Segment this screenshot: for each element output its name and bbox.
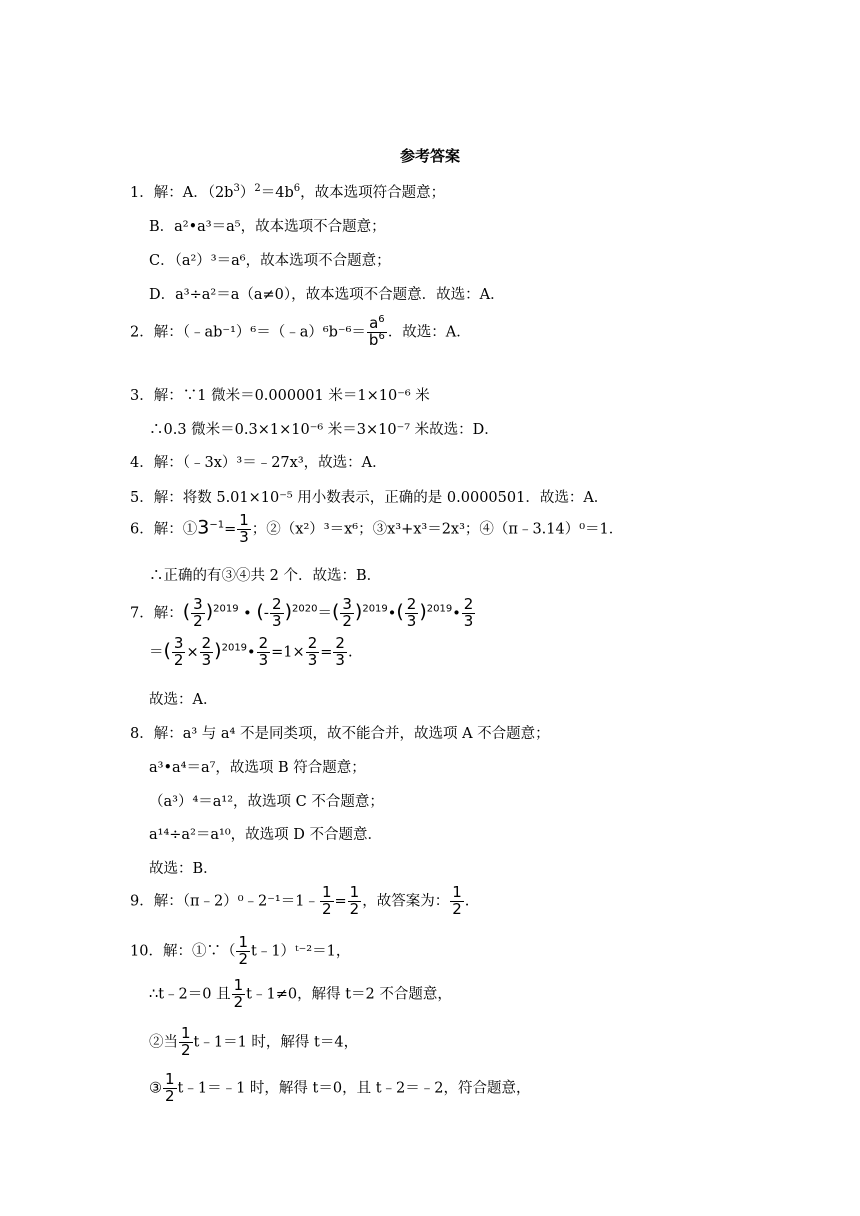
answer-8-line-2: a³•a⁴＝a⁷，故选项 B 符合题意； (149, 760, 366, 776)
fraction: $\frac{1}{2}$ (349, 883, 360, 918)
answer-number: 3． (130, 388, 154, 404)
answer-10-line-3: ②当 $\frac{1}{2}$ t﹣1＝1 时，解得 t＝4， (149, 1024, 359, 1059)
fraction: $\frac{1}{2}$ (165, 1070, 175, 1105)
answer-8-line-4: a¹⁴÷a²＝a¹⁰，故选项 D 不合题意． (149, 827, 382, 843)
answer-1-line-1: 解：A．$(2b^3)^2=4b^6$，故本选项符合题意； (153, 183, 446, 201)
answer-number: 7． (130, 605, 154, 622)
answer-10-line-2: ∴t﹣2＝0 且 $\frac{1}{2}$ t﹣1≠0，解得 t＝2 不合题意， (149, 976, 452, 1011)
fraction: $\frac{2}{3}$ (406, 595, 417, 630)
answer-number: 9． (130, 893, 154, 910)
answer-1-line-2: B．a²•a³＝a⁵，故本选项不合题意； (149, 219, 386, 235)
answer-8-line-5: 故选：B． (149, 861, 218, 877)
answer-8-line-3: （a³）⁴＝a¹²，故选项 C 不合题意； (149, 794, 384, 810)
answer-5: 5．解：将数 5.01×10⁻⁵ 用小数表示，正确的是 0.0000501．故选：A． (130, 490, 609, 506)
answer-number: 8． (130, 726, 154, 742)
fraction: $\frac{1}{3}$ (239, 511, 249, 546)
fraction: $\frac{2}{3}$ (201, 634, 212, 669)
answer-7-line-2: ＝( $\frac{3}{2}$ × $\frac{2}{3}$ )$^{2019}$• $\frac{2}{3}$ =1× $\frac{2}{3}$ = $\frac{2}{3}$ . (149, 634, 353, 669)
fraction: $\frac{2}{3}$ (463, 595, 474, 630)
fraction: $\frac{3}{2}$ (342, 595, 352, 630)
fraction: $\frac{2}{3}$ (258, 634, 269, 669)
page-title: 参考答案 (399, 147, 460, 165)
answer-10: 10．解：①∵（ $\frac{1}{2}$ t﹣1）ᵗ⁻²＝1， (130, 933, 351, 968)
answer-7: 7．解：( $\frac{3}{2}$ )$^{2019}$ • (- $\frac{2}{3}$ )$^{2020}$＝( $\frac{3}{2}$ )$^{2019}$•( $\frac{2}{3}$ )$^{2019}$• $\frac{2}{3}$ (130, 595, 474, 630)
answer-1-line-3: C．（a²）³＝a⁶，故本选项不合题意； (149, 253, 391, 269)
answer-1-line-4: D．a³÷a²＝a（a≠0），故本选项不合题意．故选：A． (149, 287, 505, 303)
answer-9: 9．解：（π﹣2）⁰﹣2⁻¹＝1﹣ $\frac{1}{2}$ = $\frac{1}{2}$ ，故答案为： $\frac{1}{2}$ . (130, 883, 470, 918)
answer-number: 1． (130, 185, 154, 201)
fraction: $\frac{3}{2}$ (173, 634, 184, 669)
answer-4: 4．解：（﹣3x）³＝﹣27x³，故选：A． (130, 455, 387, 471)
answer-number: 4． (130, 455, 154, 471)
answer-3-line-2: ∴0.3 微米＝0.3×1×10⁻⁶ 米＝3×10⁻⁷ 米故选：D． (149, 422, 499, 438)
fraction: $\frac{1}{2}$ (238, 933, 248, 968)
answer-3-line-1: 解：∵1 微米＝0.000001 米＝1×10⁻⁶ 米 (153, 388, 430, 404)
answer-3 (130, 384, 430, 405)
fraction: $\frac{1}{2}$ (321, 883, 332, 918)
answer-number: 10． (130, 943, 163, 960)
answer-number: 5． (130, 490, 154, 506)
answer-2: 2．解：（﹣ab⁻¹）⁶＝（﹣a）⁶b⁻⁶＝ $\frac{a^6}{b^6}$ ．故选：A． (130, 314, 471, 349)
fraction: $\frac{1}{2}$ (233, 976, 244, 1011)
answer-2-text: 解：（﹣ab⁻¹）⁶＝（﹣a）⁶b⁻⁶＝ (153, 324, 366, 341)
answer-8: 8．解：a³ 与 a⁴ 不是同类项，故不能合并，故选项 A 不合题意； (130, 726, 550, 742)
fraction: $\frac{1}{2}$ (181, 1024, 191, 1059)
answer-6: 6．解：$①3^{-1}=$ $\frac{1}{3}$ ；②（x²）³＝x⁶；③x³+x³＝2x³；④（π﹣3.14）⁰＝1． (130, 511, 624, 546)
fraction: $\frac{2}{3}$ (307, 634, 318, 669)
answer-1 (130, 181, 445, 202)
fraction: $\frac{1}{2}$ (452, 883, 462, 918)
fraction: $\frac{a^6}{b^6}$ (368, 314, 385, 349)
answer-10-line-4: ③ $\frac{1}{2}$ t﹣1＝﹣1 时，解得 t＝0，且 t﹣2＝﹣2，符合题意， (149, 1070, 531, 1105)
fraction: $\frac{3}{2}$ (193, 595, 203, 630)
fraction: $\frac{2}{3}$ (272, 595, 282, 630)
answer-7-line-3: 故选：A． (149, 692, 218, 708)
answer-6-line-2: ∴正确的有③④共 2 个．故选：B． (149, 568, 382, 584)
answer-number: 2． (130, 324, 154, 341)
fraction: $\frac{2}{3}$ (335, 634, 345, 669)
answer-number: 6． (130, 521, 154, 538)
